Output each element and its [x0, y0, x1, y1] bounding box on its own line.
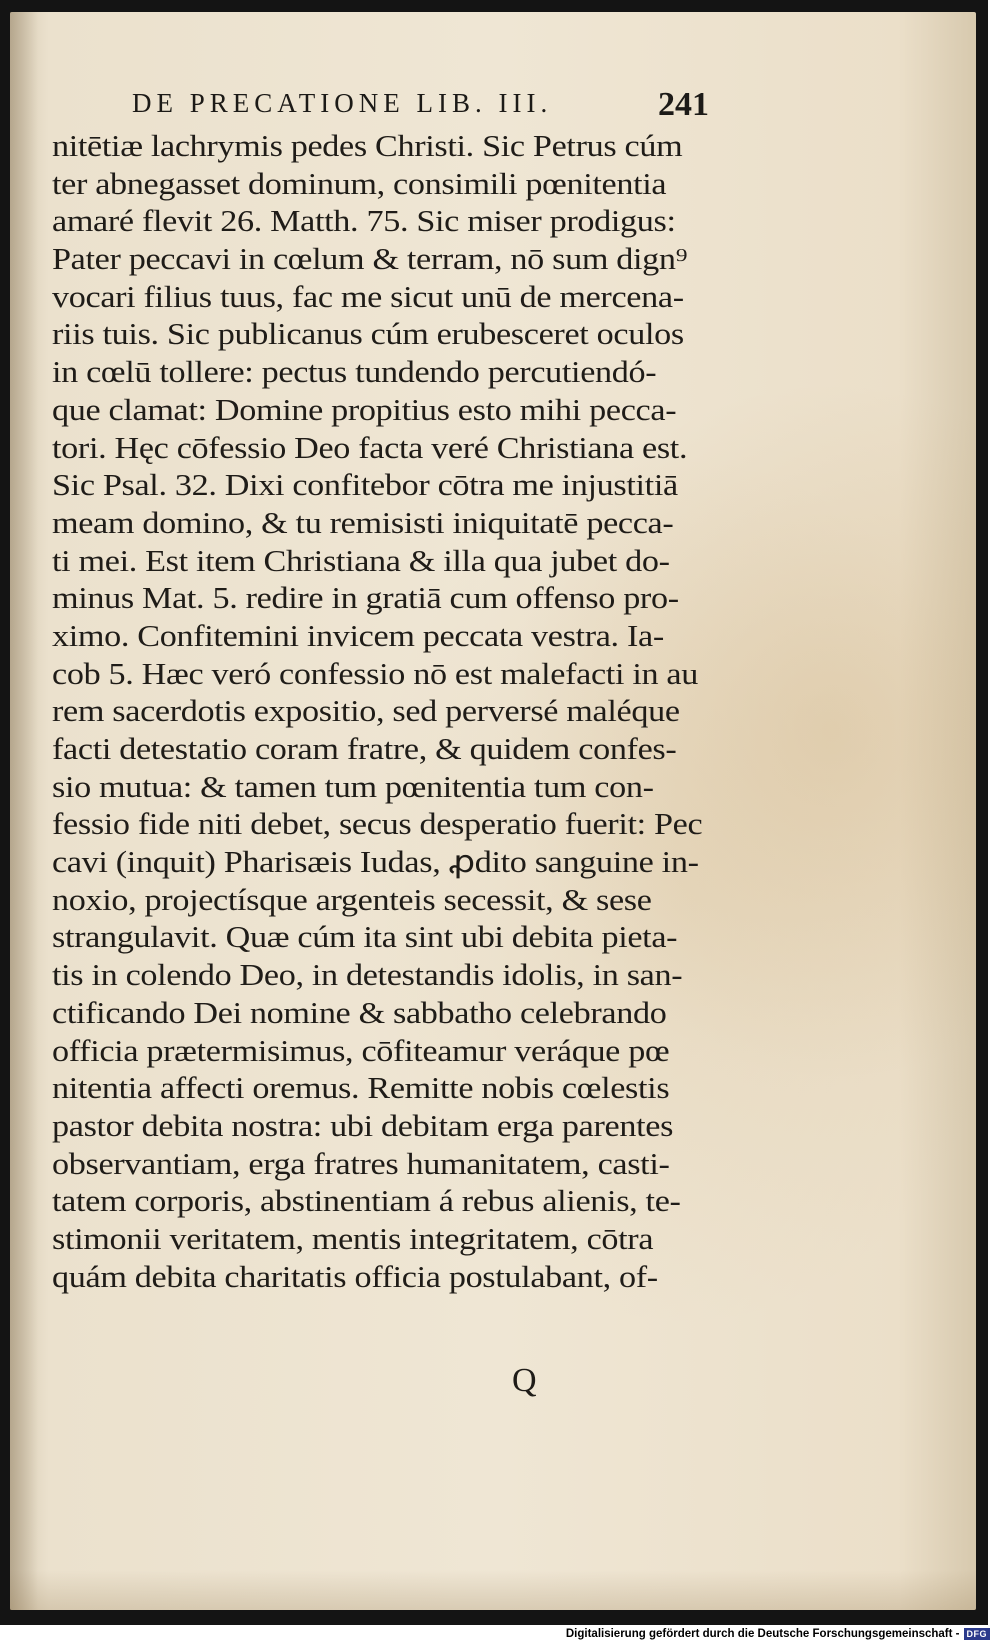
- text-line: quám debita charitatis officia postulabant, of-: [52, 1259, 658, 1294]
- footer-credit: Digitalisierung gefördert durch die Deutsche Forschungsgemeinschaft -: [565, 1628, 960, 1640]
- dfg-footer: [566, 1628, 990, 1640]
- text-line: tori. Hęc cōfessio Deo facta veré Christiana est.: [52, 430, 688, 465]
- text-line: amaré flevit 26. Matth. 75. Sic miser prodigus:: [52, 204, 676, 239]
- text-line: vocari filius tuus, fac me sicut unū de mercena-: [52, 279, 684, 314]
- text-line: ter abnegasset dominum, consimili pœnitentia: [52, 166, 667, 201]
- text-line: strangulavit. Quæ cúm ita sint ubi debita pieta-: [52, 920, 678, 955]
- text-line: meam domino, & tu remisisti iniquitatē pecca-: [52, 505, 674, 540]
- text-line: nitentia affecti oremus. Remitte nobis cœlestis: [52, 1071, 670, 1106]
- text-line: cob 5. Hæc veró confessio nō est malefacti in au: [52, 656, 698, 691]
- text-line: sio mutua: & tamen tum pœnitentia tum con-: [52, 769, 654, 804]
- text-line: facti detestatio coram fratre, & quidem confes-: [52, 732, 677, 766]
- body-text: [52, 128, 732, 1296]
- page-number: 241: [658, 86, 709, 123]
- dfg-logo: DFG: [964, 1628, 991, 1640]
- text-line: ti mei. Est item Christiana & illa qua jubet do-: [52, 543, 670, 578]
- text-line: rem sacerdotis expositio, sed perversé maléque: [52, 694, 680, 729]
- text-line: ctificando Dei nomine & sabbatho celebrando: [52, 995, 667, 1030]
- text-line: Sic Psal. 32. Dixi confitebor cōtra me injustitiā: [52, 468, 678, 503]
- text-line: cavi (inquit) Pharisæis Iudas, ꝓdito sanguine in-: [52, 845, 699, 880]
- text-line: que clamat: Domine propitius esto mihi pecca-: [52, 392, 677, 427]
- text-line: in cœlū tollere: pectus tundendo percutiendó-: [52, 355, 657, 390]
- text-line: stimonii veritatem, mentis integritatem, cōtra: [52, 1221, 654, 1256]
- text-line: noxio, projectísque argenteis secessit, & sese: [52, 882, 652, 917]
- text-line: fessio fide niti debet, secus desperatio fuerit: Pec: [52, 807, 703, 842]
- text-line: officia prætermisimus, cōfiteamur veráque pœ: [52, 1033, 670, 1068]
- text-line: pastor debita nostra: ubi debitam erga parentes: [52, 1108, 674, 1143]
- text-line: nitētiæ lachrymis pedes Christi. Sic Petrus cúm: [52, 129, 683, 163]
- text-line: tis in colendo Deo, in detestandis idolis, in san-: [52, 958, 683, 993]
- text-line: riis tuis. Sic publicanus cúm erubesceret oculos: [52, 317, 684, 352]
- text-line: Pater peccavi in cœlum & terram, nō sum dign⁹: [52, 242, 688, 277]
- text-line: ximo. Confitemini invicem peccata vestra. Ia-: [52, 618, 664, 653]
- text-line: observantiam, erga fratres humanitatem, casti-: [52, 1146, 670, 1181]
- text-line: tatem corporis, abstinentiam á rebus alienis, te-: [52, 1184, 681, 1219]
- text-line: minus Mat. 5. redire in gratiā cum offenso pro-: [52, 581, 679, 616]
- running-header: DE PRECATIONE LIB. III.: [132, 88, 553, 118]
- catchword: Q: [512, 1362, 537, 1399]
